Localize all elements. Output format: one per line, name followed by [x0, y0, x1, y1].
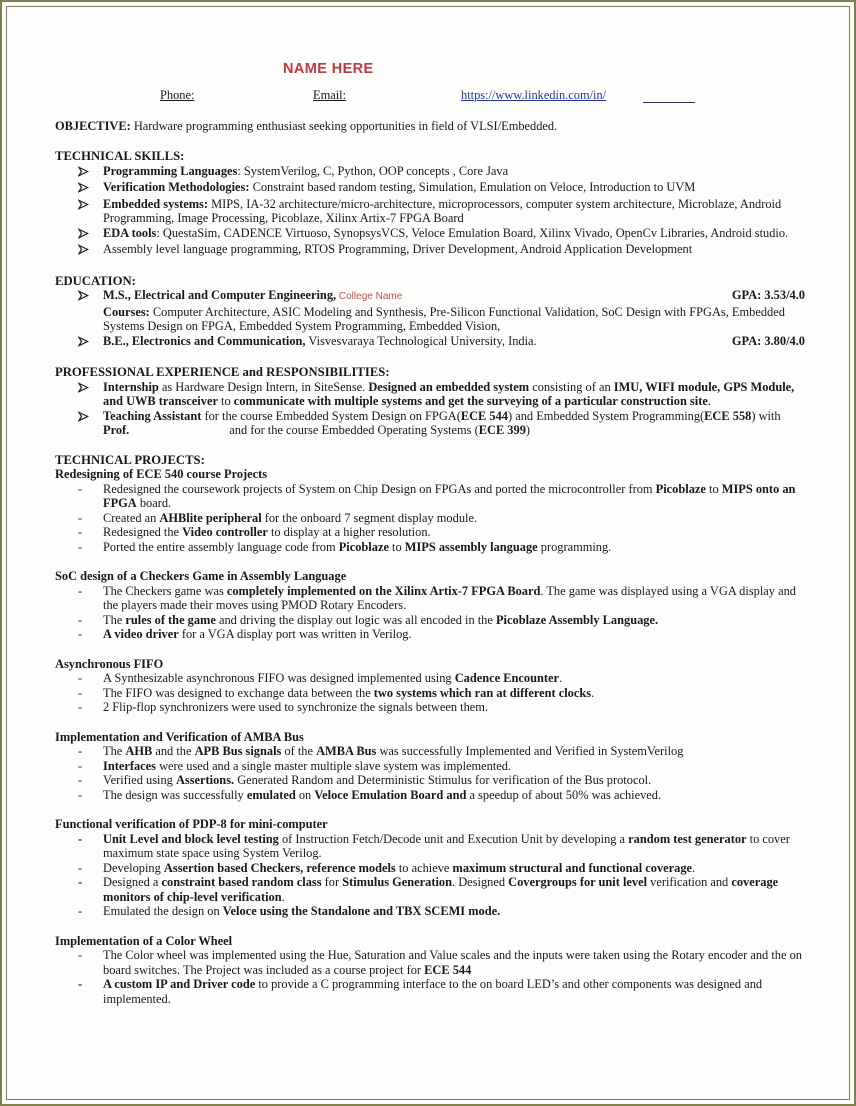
bullet-item	[55, 511, 805, 526]
bullet-item	[55, 525, 805, 540]
section-technical-skills	[55, 149, 805, 259]
dash-bullet: -	[78, 700, 83, 714]
project-title: Asynchronous FIFO	[55, 656, 164, 671]
bullet-text: Teaching Assistant for the course Embedded System Design on FPGA(ECE 544) and Embedded System Programming(ECE 558) with Prof. and for the course Embedded Operating Systems (ECE 399)	[103, 408, 781, 437]
arrow-bullet-icon	[78, 334, 103, 351]
bullet-text: M.S., Electrical and Computer Engineering, College Name	[103, 288, 403, 302]
project-title: SoC design of a Checkers Game in Assembly Language	[55, 569, 347, 583]
dash-bullet: -	[78, 773, 83, 787]
bullet-group	[55, 934, 805, 1007]
bullet-item	[55, 305, 805, 334]
candidate-name: NAME HERE	[283, 61, 374, 77]
dash-bullet: -	[78, 977, 83, 991]
bullet-text: Designed a constraint based random class for Stimulus Generation. Designed Covergroups for unit level verification and coverage monitors of chip-level verification.	[103, 875, 779, 904]
bullet-item	[55, 226, 805, 243]
dash-bullet: -	[78, 904, 83, 918]
section-heading: PROFESSIONAL EXPERIENCE and RESPONSIBILITIES:	[55, 365, 390, 379]
dash-bullet: -	[78, 860, 83, 875]
bullet-text: The FIFO was designed to exchange data between the two systems which ran at different clocks.	[103, 685, 595, 700]
bullet-item	[55, 288, 805, 305]
bullet-item	[55, 482, 805, 511]
arrow-bullet-icon	[78, 242, 103, 259]
bullet-text: Developing Assertion based Checkers, reference models to achieve maximum structural and functional coverage.	[103, 860, 696, 875]
dash-bullet: -	[78, 685, 83, 700]
arrow-bullet-icon	[78, 288, 103, 305]
project-title: Functional verification of PDP-8 for mini-computer	[55, 817, 328, 831]
dash-bullet: -	[78, 831, 83, 846]
arrow-bullet-icon	[78, 180, 103, 197]
bullet-text: Created an AHBlite peripheral for the onboard 7 segment display module.	[103, 510, 478, 525]
bullet-group	[55, 730, 805, 803]
bullet-group	[55, 817, 805, 919]
arrow-bullet-icon	[78, 409, 103, 426]
bullet-item	[55, 875, 805, 904]
bullet-text: The design was successfully emulated on Veloce Emulation Board and a speedup of about 50% was achieved.	[103, 787, 662, 802]
objective-line: OBJECTIVE: Hardware programming enthusiast seeking opportunities in field of VLSI/Embedded.	[55, 119, 558, 133]
project-title: Implementation and Verification of AMBA Bus	[55, 729, 304, 744]
dash-bullet: -	[78, 758, 83, 773]
bullet-text: 2 Flip-flop synchronizers were used to synchronize the signals between them.	[103, 700, 489, 714]
bullet-item	[55, 613, 805, 628]
bullet-group	[55, 657, 805, 715]
linkedin-link[interactable]: https://www.linkedin.com/in/	[461, 88, 607, 102]
bullet-item	[55, 180, 805, 197]
bullet-item	[55, 948, 805, 977]
dash-bullet: -	[78, 671, 83, 685]
bullet-item	[55, 744, 805, 759]
bullet-item	[55, 788, 805, 803]
bullet-text: Courses: Computer Architecture, ASIC Modeling and Synthesis, Pre-Silicon Functional Validation, SoC Design with FPGAs, Embedded Systems Design on FPGA, Embedded System Programming, Embedded Vision,	[103, 304, 785, 333]
bullet-item	[55, 700, 805, 715]
bullet-item	[55, 627, 805, 642]
bullet-text: Verified using Assertions. Generated Random and Deterministic Stimulus for verification of the Bus protocol.	[103, 773, 652, 787]
dash-bullet: -	[78, 948, 83, 962]
bullet-text: Programming Languages: SystemVerilog, C, Python, OOP concepts , Core Java	[103, 163, 509, 178]
bullet-group	[55, 288, 805, 350]
email-label: Email:	[313, 88, 347, 102]
dash-bullet: -	[78, 583, 83, 598]
section-heading: TECHNICAL PROJECTS:	[55, 452, 205, 467]
bullet-group	[55, 380, 805, 438]
dash-bullet: -	[78, 481, 83, 496]
arrow-bullet-icon	[78, 197, 103, 214]
bullet-item	[55, 686, 805, 701]
bullet-item	[55, 380, 805, 409]
gpa-value: GPA: 3.80/4.0	[731, 333, 805, 348]
bullet-text: Embedded systems: MIPS, IA-32 architecture/micro-architecture, microprocessors, computer system architecture, Microblaze, Android Programming, Image Processing, Picoblaze, Xilinx Artix-7 FPGA Board	[103, 196, 782, 225]
bullet-text: Redesigned the Video controller to display at a higher resolution.	[103, 525, 431, 539]
bullet-text: A Synthesizable asynchronous FIFO was designed implemented using Cadence Encounter.	[103, 671, 563, 685]
bullet-text: The Color wheel was implemented using the Hue, Saturation and Value scales and the inputs were taken using the Rotary encoder and the on board switches. The Project was included as a course project for ECE 544	[103, 948, 802, 977]
bullet-text: Interfaces were used and a single master multiple slave system was implemented.	[103, 758, 512, 773]
bullet-text: B.E., Electronics and Communication, Visvesvaraya Technological University, India.	[103, 333, 537, 348]
section-education	[55, 274, 805, 351]
bullet-text: Unit Level and block level testing of Instruction Fetch/Decode unit and Execution Unit by developing a random test generator to cover maximum state space using System Verilog.	[103, 831, 790, 860]
bullet-item	[55, 409, 805, 438]
section-heading: TECHNICAL SKILLS:	[55, 149, 185, 163]
bullet-item	[55, 904, 805, 919]
bullet-item	[55, 861, 805, 876]
dash-bullet: -	[78, 627, 83, 641]
project-title: Implementation of a Color Wheel	[55, 933, 233, 948]
bullet-text: Internship as Hardware Design Intern, in SiteSense. Designed an embedded system consisting of an IMU, WIFI module, GPS Module, and UWB transceiver to communicate with multiple systems and get the surveying of a particular construction site.	[103, 379, 795, 408]
arrow-bullet-icon	[78, 380, 103, 397]
bullet-text: A video driver for a VGA display port was written in Verilog.	[103, 627, 412, 641]
dash-bullet: -	[78, 539, 83, 554]
resume-sections	[55, 149, 805, 1006]
bullet-text: The rules of the game and driving the display out logic was all encoded in the Picoblaze Assembly Language.	[103, 612, 659, 627]
bullet-text: The Checkers game was completely implemented on the Xilinx Artix-7 FPGA Board. The game was displayed using a VGA display and the players made their moves using PMOD Rotary Encoders.	[103, 583, 796, 612]
bullet-text: Emulated the design on Veloce using the Standalone and TBX SCEMI mode.	[103, 904, 501, 918]
bullet-text: Verification Methodologies: Constraint based random testing, Simulation, Emulation on Veloce, Introduction to UVM	[103, 180, 696, 194]
bullet-text: Ported the entire assembly language code from Picoblaze to MIPS assembly language programming.	[103, 539, 612, 554]
gpa-value: GPA: 3.53/4.0	[731, 288, 805, 302]
bullet-group	[55, 467, 805, 554]
bullet-item	[55, 197, 805, 226]
bullet-item	[55, 773, 805, 788]
dash-bullet: -	[78, 612, 83, 627]
bullet-item	[55, 164, 805, 181]
bullet-item	[55, 584, 805, 613]
dash-bullet: -	[78, 875, 83, 889]
bullet-text: EDA tools: QuestaSim, CADENCE Virtuoso, SynopsysVCS, Veloce Emulation Board, Xilinx Vivado, OpenCv Libraries, Android studio.	[103, 225, 789, 240]
bullet-text: The AHB and the APB Bus signals of the AMBA Bus was successfully Implemented and Verified in SystemVerilog	[103, 744, 684, 758]
dash-bullet: -	[78, 510, 83, 525]
arrow-bullet-icon	[78, 226, 103, 243]
bullet-item	[55, 671, 805, 686]
blank-underline	[643, 90, 695, 103]
bullet-item	[55, 977, 805, 1006]
bullet-item	[55, 334, 805, 351]
section-heading: EDUCATION:	[55, 273, 136, 288]
arrow-bullet-icon	[78, 164, 103, 181]
bullet-item	[55, 242, 805, 259]
bullet-text: Redesigned the coursework projects of System on Chip Design on FPGAs and ported the microcontroller from Picoblaze to MIPS onto an FPGA board.	[103, 481, 796, 510]
dash-bullet: -	[78, 787, 83, 802]
phone-label: Phone:	[160, 88, 195, 102]
bullet-item	[55, 832, 805, 861]
bullet-item	[55, 759, 805, 774]
section-experience	[55, 365, 805, 438]
resume-body	[55, 119, 805, 1006]
bullet-text: A custom IP and Driver code to provide a C programming interface to the on board LED’s and other components was designed and implemented.	[103, 977, 763, 1006]
dash-bullet: -	[78, 525, 83, 539]
bullet-group	[55, 569, 805, 642]
bullet-item	[55, 540, 805, 555]
bullet-text: Assembly level language programming, RTOS Programming, Driver Development, Android Application Development	[103, 242, 693, 256]
bullet-group	[55, 164, 805, 259]
dash-bullet: -	[78, 744, 83, 758]
project-title: Redesigning of ECE 540 course Projects	[55, 467, 268, 481]
redacted-gap	[129, 433, 229, 434]
section-technical-projects	[55, 453, 805, 1007]
